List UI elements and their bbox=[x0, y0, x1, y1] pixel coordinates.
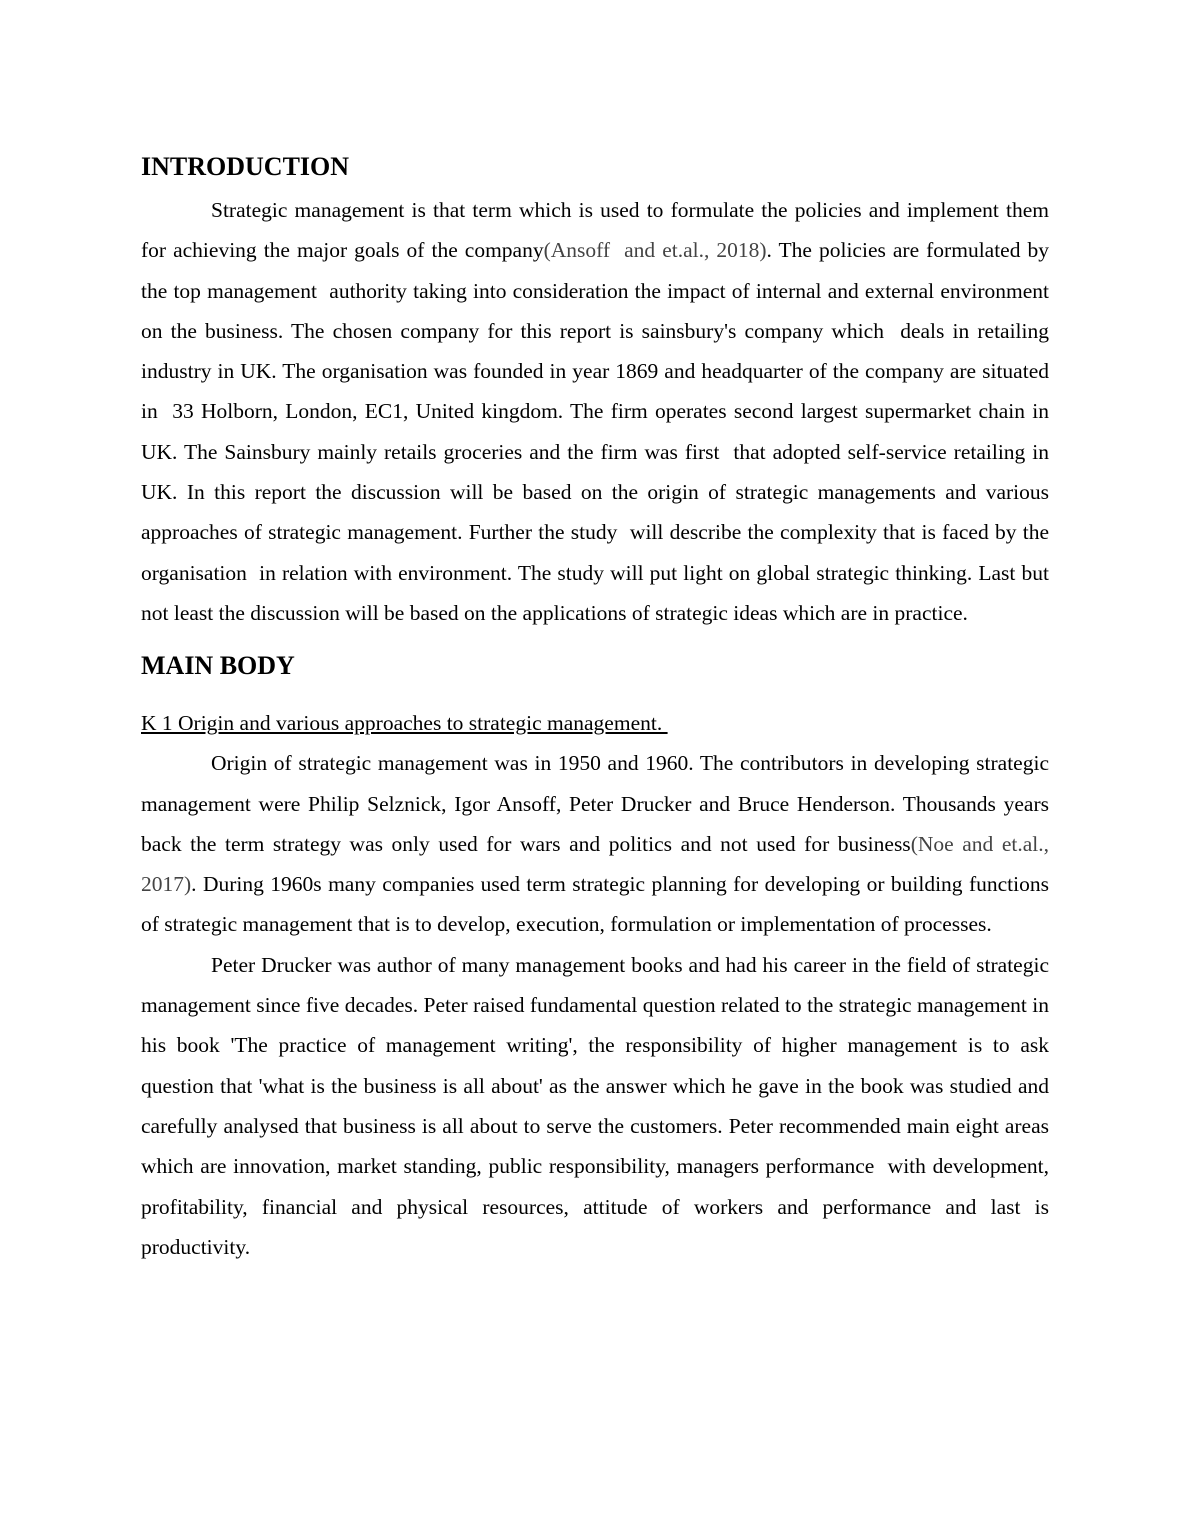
introduction-paragraph bbox=[141, 190, 1055, 633]
k1-paragraph-drucker: Peter Drucker was author of many management books and had his career in the field of strategic management since five decades. Peter raised fundamental question related to the strategic management in his book 'The practice of management writing', the responsibility of higher management is to ask question that 'what is the business is all about' as the answer which he gave in the book was studied and carefully analysed that business is all about to serve the customers. Peter recommended main eight areas which are innovation, market standing, public responsibility, managers performance with development, profitability, financial and physical resources, attitude of workers and performance and last is productivity. bbox=[141, 952, 1055, 1259]
introduction-text-part2: . The policies are formulated by the top management authority taking into consideration the impact of internal and external environment on the business. The chosen company for this report is sainsbury's company which deals in retailing industry in UK. The organisation was founded in year 1869 and headquarter of the company are situated in 33 Holborn, London, EC1, United kingdom. The firm operates second largest supermarket chain in UK. The Sainsbury mainly retails groceries and the firm was first that adopted self-service retailing in UK. In this report the discussion will be based on the origin of strategic managements and various approaches of strategic management. Further the study will describe the complexity that is faced by the organisation in relation with environment. The study will put light on global strategic thinking. Last but not least the discussion will be based on the applications of strategic ideas which are in practice. bbox=[141, 238, 1055, 625]
k1-para1-text-part2: . During 1960s many companies used term strategic planning for developing or building functions of strategic management that is to develop, execution, formulation or implementation of processes. bbox=[141, 872, 1055, 937]
k1-para1-citation: (Noe and et.al., 2017) bbox=[141, 831, 1055, 897]
introduction-citation: (Ansoff and et.al., 2018) bbox=[543, 238, 767, 263]
introduction-heading: INTRODUCTION bbox=[141, 152, 350, 181]
introduction-text-part1: Strategic management is that term which is used to formulate the policies and implement them for achieving the major goals of the company bbox=[141, 198, 1055, 263]
k1-para1-text-part1: Origin of strategic management was in 1950 and 1960. The contributors in developing strategic management were Philip Selznick, Igor Ansoff, Peter Drucker and Bruce Henderson. Thousands years back the term strategy was only used for wars and politics and not used for business bbox=[141, 751, 1055, 856]
main-body-heading: MAIN BODY bbox=[141, 651, 295, 681]
document-page bbox=[141, 150, 1055, 1267]
k1-subheading: K 1 Origin and various approaches to strategic management. bbox=[141, 711, 668, 736]
k1-paragraph-origin bbox=[141, 743, 1055, 944]
